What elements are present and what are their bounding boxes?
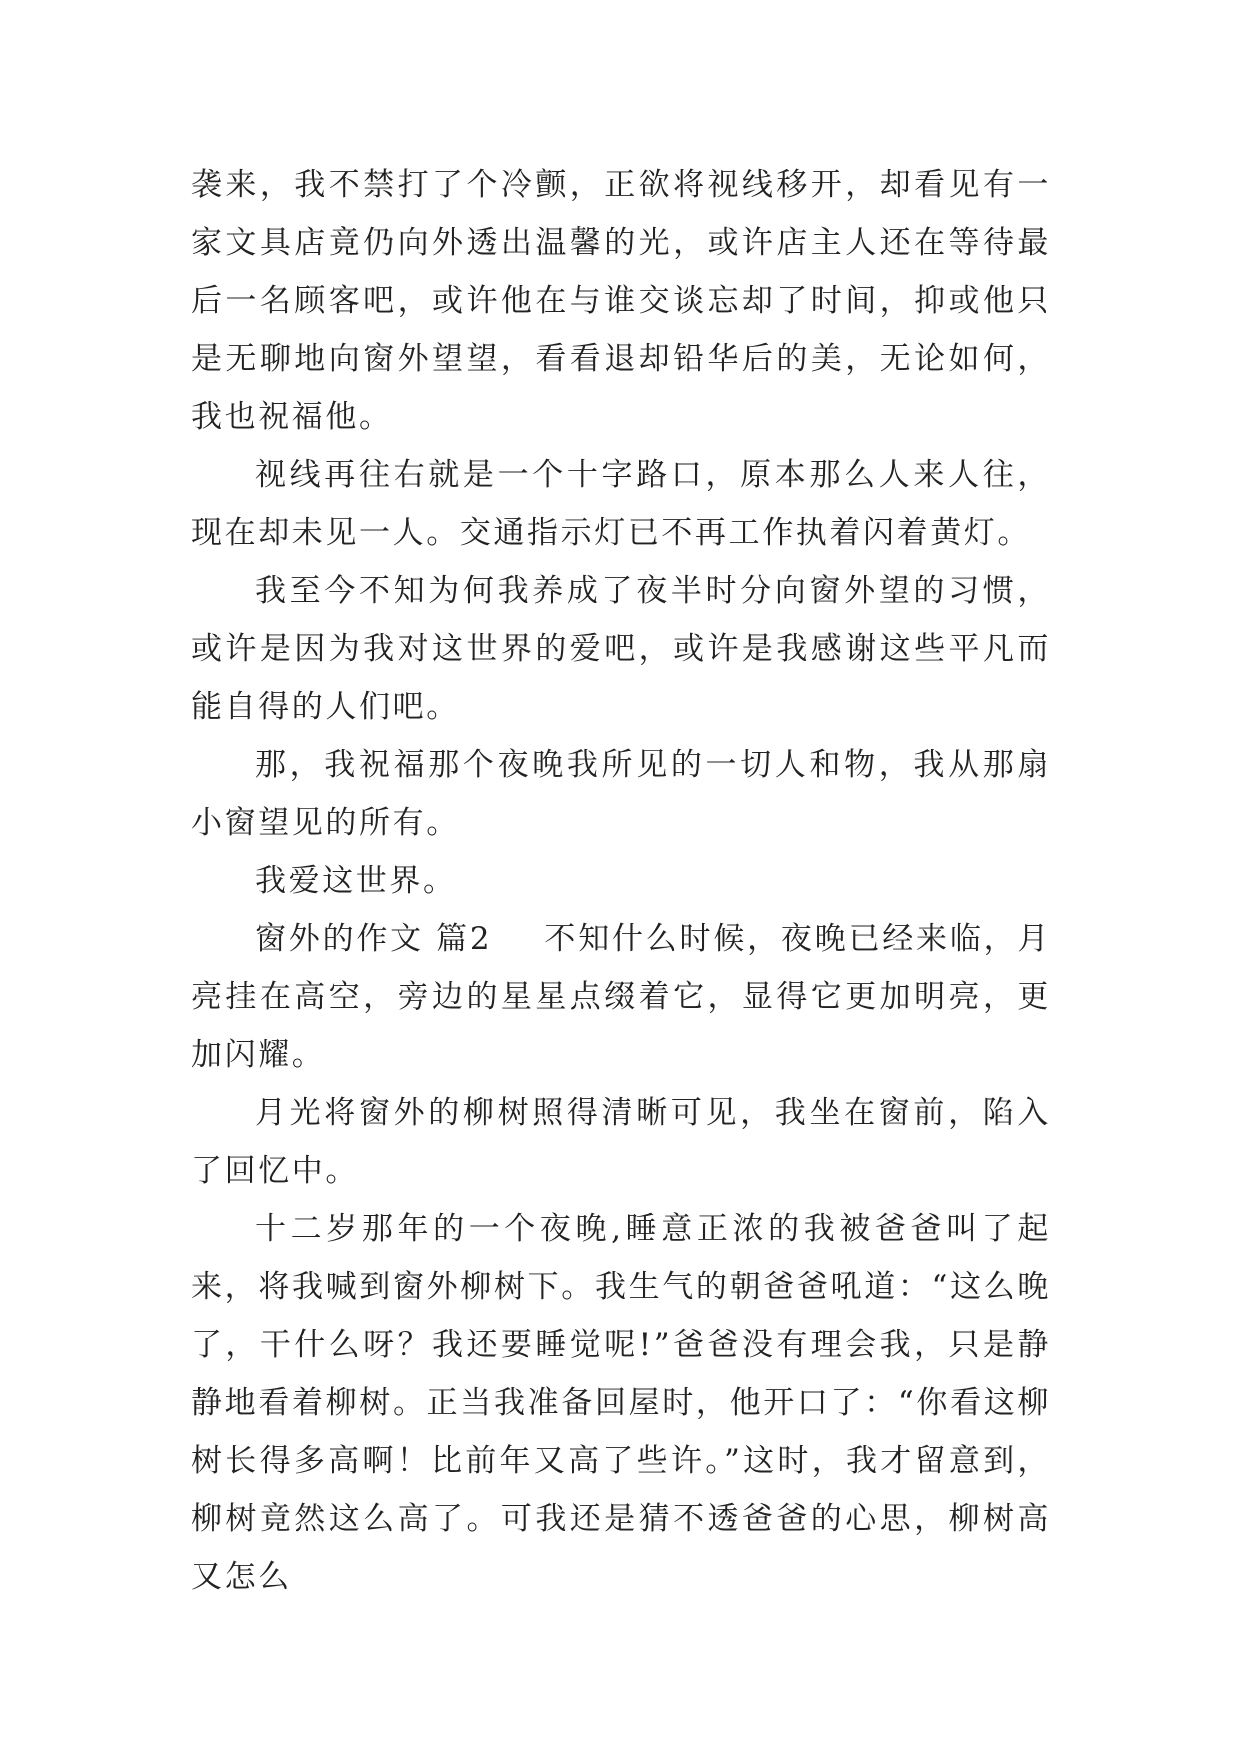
paragraph-1: 袭来，我不禁打了个冷颤，正欲将视线移开，却看见有一家文具店竟仍向外透出温馨的光，或许店主人还在等待最后一名顾客吧，或许他在与谁交谈忘却了时间，抑或他只是无聊地向窗外望望，看看退却铅华后的美，无论如何，我也祝福他。 <box>191 167 1051 435</box>
essay-part-label: 篇2 <box>435 921 493 957</box>
essay-heading: 窗外的作文 <box>255 921 424 957</box>
paragraph-6-text: 不知什么时候，夜晚已经来临，月亮挂在高空，旁边的星星点缀着它，显得它更加明亮，更加闪耀。 <box>191 921 1052 1073</box>
paragraph-2: 视线再往右就是一个十字路口，原本那么人来人往，现在却未见一人。交通指示灯已不再工作执着闪着黄灯。 <box>191 457 1051 551</box>
paragraph-4: 那，我祝福那个夜晚我所见的一切人和物，我从那扇小窗望见的所有。 <box>191 747 1051 841</box>
paragraph-5: 我爱这世界。 <box>255 863 457 899</box>
paragraph-8: 十二岁那年的一个夜晚,睡意正浓的我被爸爸叫了起来，将我喊到窗外柳树下。我生气的朝爸爸吼道：“这么晚了，干什么呀？我还要睡觉呢!”爸爸没有理会我，只是静静地看着柳树。正当我准备回屋时，他开口了：“你看这柳树长得多高啊！比前年又高了些许。”这时，我才留意到，柳树竟然这么高了。可我还是猜不透爸爸的心思，柳树高又怎么 <box>191 1211 1051 1595</box>
document-page <box>191 156 1051 1606</box>
paragraph-7: 月光将窗外的柳树照得清晰可见，我坐在窗前，陷入了回忆中。 <box>191 1095 1051 1189</box>
paragraph-3: 我至今不知为何我养成了夜半时分向窗外望的习惯，或许是因为我对这世界的爱吧，或许是我感谢这些平凡而能自得的人们吧。 <box>191 573 1051 725</box>
paragraph-6 <box>191 910 1051 1084</box>
